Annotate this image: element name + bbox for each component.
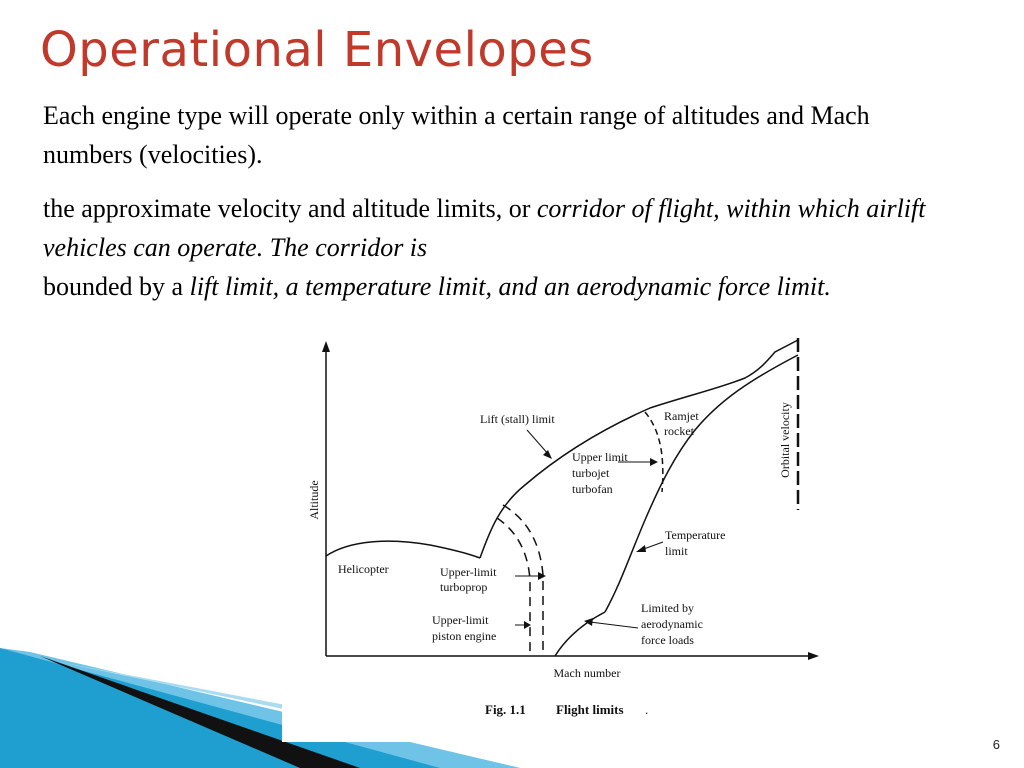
label-turboprop-1: Upper-limit xyxy=(440,565,497,579)
text-italic: lift limit, a temperature limit, and an aerodynamic force limit. xyxy=(189,272,831,301)
text-normal: the approximate velocity and altitude limits, or xyxy=(43,194,537,223)
label-rocket: rocket xyxy=(664,424,694,438)
caption-period: . xyxy=(645,702,649,717)
label-ramjet: Ramjet xyxy=(664,409,699,423)
label-aero-3: force loads xyxy=(641,633,694,647)
label-turbojet-3: turbofan xyxy=(572,482,613,496)
text-normal: bounded by a xyxy=(43,272,190,301)
paragraph-engine-range: Each engine type will operate only within a certain range of altitudes and Mach numbers (velocities). xyxy=(43,101,870,169)
label-lift-limit: Lift (stall) limit xyxy=(480,412,555,426)
figure-background xyxy=(282,335,822,742)
label-piston-2: piston engine xyxy=(432,629,497,643)
label-helicopter: Helicopter xyxy=(338,562,389,576)
caption-prefix: Fig. 1.1 xyxy=(485,702,526,717)
label-aero-2: aerodynamic xyxy=(641,617,703,631)
label-turbojet-1: Upper limit xyxy=(572,450,628,464)
text-italic: corridor of flight, within which airlift vehicles can operate. The corridor is xyxy=(43,194,926,262)
caption-text: Flight limits xyxy=(556,702,624,717)
label-temperature-2: limit xyxy=(665,544,688,558)
label-orbital-velocity: Orbital velocity xyxy=(778,402,792,478)
page-number: 6 xyxy=(992,737,1000,752)
label-turboprop-2: turboprop xyxy=(440,580,488,594)
label-turbojet-2: turbojet xyxy=(572,466,610,480)
label-piston-1: Upper-limit xyxy=(432,613,489,627)
slide-title: Operational Envelopes xyxy=(40,22,594,78)
y-axis-label: Altitude xyxy=(307,480,321,520)
label-temperature-1: Temperature xyxy=(665,528,726,542)
x-axis-label: Mach number xyxy=(553,666,621,680)
label-aero-1: Limited by xyxy=(641,601,694,615)
flight-limits-figure xyxy=(282,335,822,742)
